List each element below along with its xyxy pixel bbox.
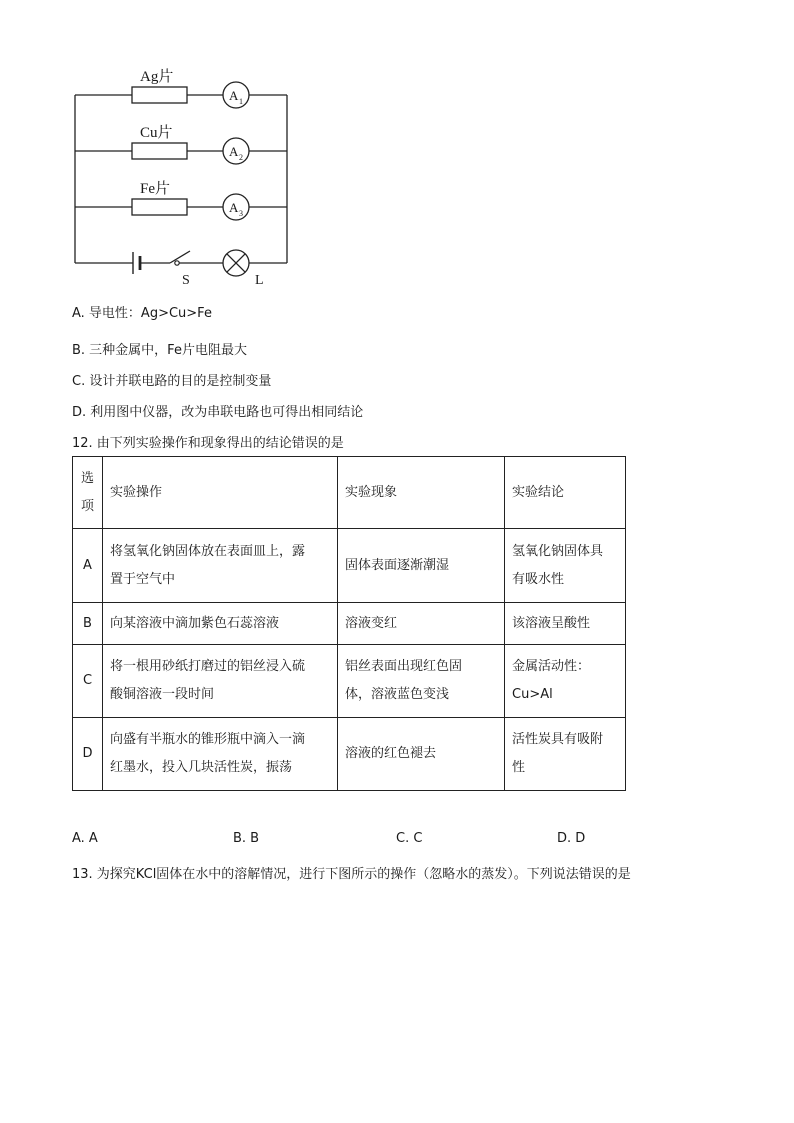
- switch-contact: [175, 261, 179, 265]
- q11-option-d: D. 利用图中仪器，改为串联电路也可得出相同结论: [72, 405, 364, 420]
- row-phenomenon: 固体表面逐渐潮湿: [338, 529, 505, 603]
- switch-blade: [170, 251, 190, 263]
- ammeter-letter: A: [229, 144, 239, 159]
- row-option: D: [73, 718, 103, 791]
- q12-stem: 12. 由下列实验操作和现象得出的结论错误的是: [72, 436, 344, 451]
- circuit-diagram: [60, 55, 300, 290]
- row-operation: 向盛有半瓶水的锥形瓶中滴入一滴 红墨水，投入几块活性炭，振荡: [103, 718, 338, 791]
- row-conclusion: 该溶液呈酸性: [505, 603, 626, 645]
- q11-option-b: B. 三种金属中，Fe片电阻最大: [72, 343, 247, 358]
- resistor-cu: [132, 143, 187, 159]
- table-row: [73, 718, 626, 791]
- row-option: C: [73, 645, 103, 718]
- ammeter-sub: 1: [239, 97, 243, 106]
- resistor-label-ag: Ag片: [140, 69, 174, 85]
- branch-fe: [75, 179, 287, 220]
- branch-source: [75, 250, 287, 288]
- resistor-ag: [132, 87, 187, 103]
- row-phenomenon: 溶液变红: [338, 603, 505, 645]
- resistor-fe: [132, 199, 187, 215]
- table-row: [73, 603, 626, 645]
- row-conclusion: 活性炭具有吸附 性: [505, 718, 626, 791]
- row-option: B: [73, 603, 103, 645]
- q12-answer-b: B. B: [233, 831, 260, 846]
- row-phenomenon: 铝丝表面出现红色固 体，溶液蓝色变浅: [338, 645, 505, 718]
- row-operation: 将一根用砂纸打磨过的铝丝浸入硫 酸铜溶液一段时间: [103, 645, 338, 718]
- row-phenomenon: 溶液的红色褪去: [338, 718, 505, 791]
- table-row: [73, 645, 626, 718]
- row-option: A: [73, 529, 103, 603]
- header-operation: 实验操作: [103, 457, 338, 529]
- header-conclusion: 实验结论: [505, 457, 626, 529]
- row-operation: 将氢氧化钠固体放在表面皿上，露 置于空气中: [103, 529, 338, 603]
- branch-ag: [75, 67, 287, 108]
- row-conclusion: 氢氧化钠固体具 有吸水性: [505, 529, 626, 603]
- ammeter-letter: A: [229, 88, 239, 103]
- row-conclusion: 金属活动性： Cu>Al: [505, 645, 626, 718]
- header-option: 选 项: [73, 457, 103, 529]
- table-row: [73, 529, 626, 603]
- q11-option-c: C. 设计并联电路的目的是控制变量: [72, 374, 272, 389]
- ammeter-sub: 3: [239, 209, 243, 218]
- experiment-table: [72, 456, 626, 791]
- q11-option-a: A. 导电性：Ag>Cu>Fe: [72, 306, 212, 321]
- lamp-label: L: [255, 273, 264, 288]
- header-phenomenon: 实验现象: [338, 457, 505, 529]
- resistor-label-fe: Fe片: [140, 181, 171, 197]
- row-operation: 向某溶液中滴加紫色石蕊溶液: [103, 603, 338, 645]
- ammeter-letter: A: [229, 200, 239, 215]
- ammeter-sub: 2: [239, 153, 243, 162]
- resistor-label-cu: Cu片: [140, 125, 173, 141]
- switch-label: S: [182, 273, 190, 288]
- table-header-row: [73, 457, 626, 529]
- q12-answer-d: D. D: [557, 831, 586, 846]
- branch-cu: [75, 123, 287, 164]
- q12-answer-c: C. C: [396, 831, 423, 846]
- q13-stem: 13. 为探究KCl固体在水中的溶解情况，进行下图所示的操作（忽略水的蒸发）。下列说法错误的是: [72, 867, 631, 882]
- q12-answer-a: A. A: [72, 831, 98, 846]
